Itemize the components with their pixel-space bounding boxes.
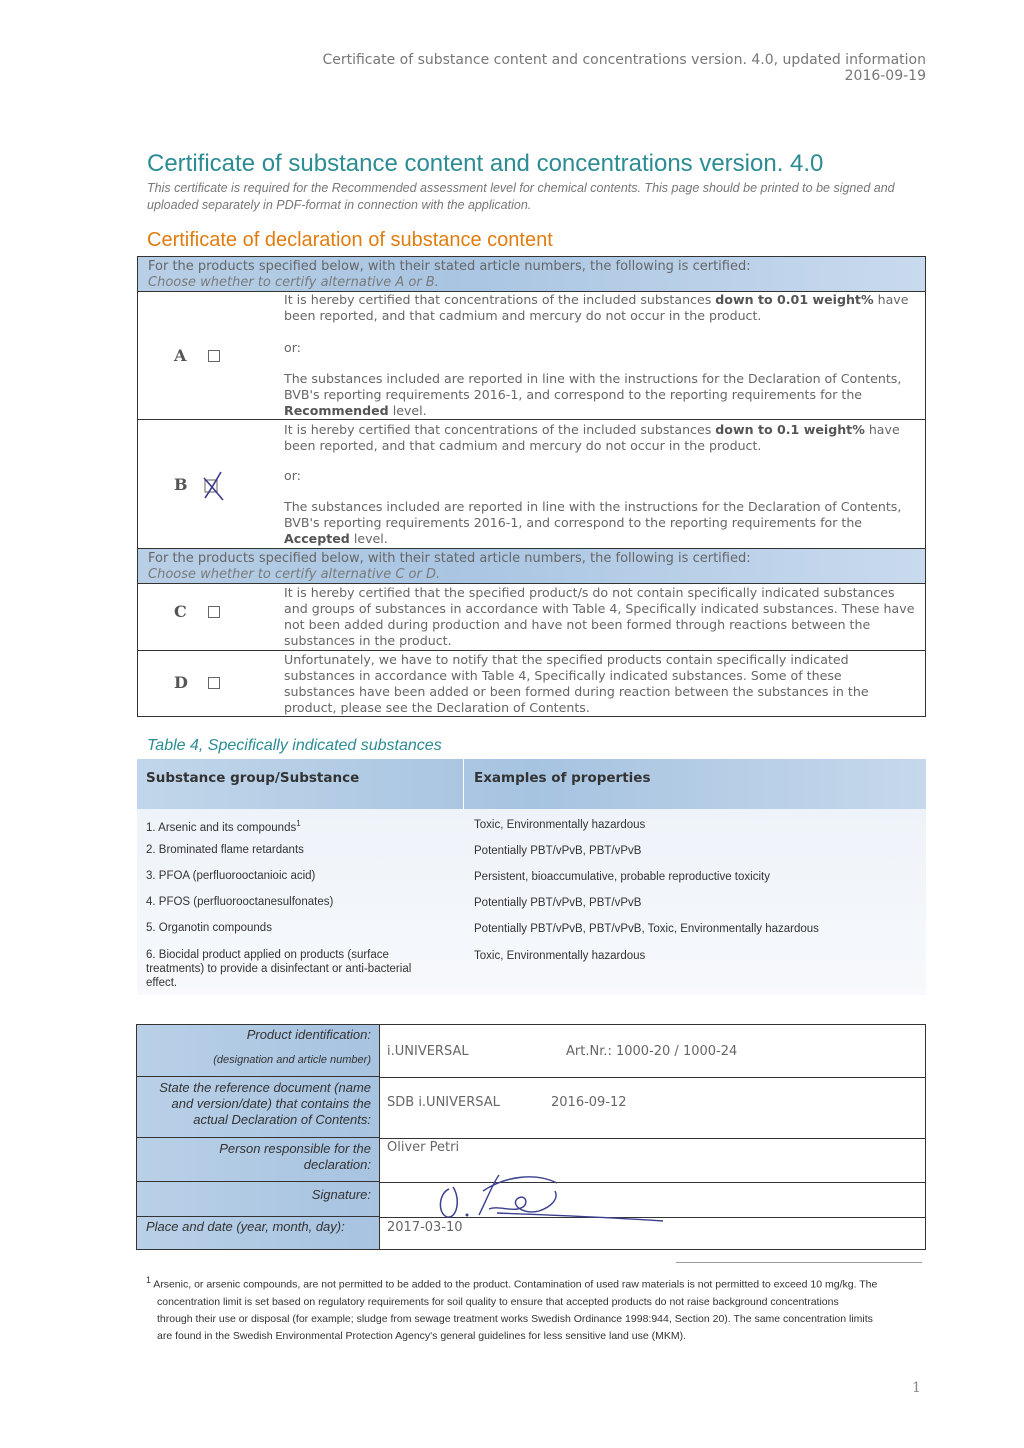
table4-header [137,759,926,809]
group2-band [138,549,925,584]
option-a-label: A [174,346,187,365]
product-id-sublabel: (designation and article number) [213,1054,371,1066]
person-value: Oliver Petri [387,1140,460,1155]
group2-choose: Choose whether to certify alternative C or D. [148,567,441,582]
table-row: 2. Brominated flame retardants [146,844,304,856]
reference-date-value: 2016-09-12 [551,1095,627,1110]
table4-body [137,809,926,995]
page-number: 1 [912,1380,921,1396]
person-label: Person responsible for the declaration: [137,1138,379,1182]
option-b-or: or: [284,468,301,483]
table-row: 5. Organotin compounds [146,922,272,934]
table-row: 6. Biocidal product applied on products (surface treatments) to provide a disinfectant or anti-bacterial effect. [146,949,412,989]
footnote-marker: 1 [146,1275,151,1285]
option-b-text1: It is hereby certified that concentrations of the included substances down to 0.1 weight% have been reported, and that cadmium and mercury do not occur in the product. [284,422,900,453]
reference-value: SDB i.UNIVERSAL [387,1095,500,1110]
option-c-row [138,584,925,651]
intro-text: This certificate is required for the Recommended assessment level for chemical contents. This page should be printed to be signed and uploaded separately in PDF-format in connection with the application. [147,181,895,212]
table4-header-properties: Examples of properties [474,770,651,786]
option-d-text: Unfortunately, we have to notify that the specified products contain specifically indicated substances in accordance with Table 4, Specifically indicated substances. Some of these substances have been added or been formed during reaction between the substances in the product, please see the Declaration of Contents. [284,652,869,715]
group1-band [138,257,925,292]
reference-label: State the reference document (name and version/date) that contains the actual Declaration of Contents: [137,1077,379,1138]
page-title: Certificate of substance content and concentrations version. 4.0 [147,150,824,177]
option-c-text: It is hereby certified that the specified product/s do not contain specifically indicated substances and groups of substances in accordance with Table 4, Specifically indicated substances. These have not been added during production and have not been formed through reactions between the substances in the product. [284,585,915,648]
table4-title: Table 4, Specifically indicated substances [147,737,442,754]
table-cell-properties: Persistent, bioaccumulative, probable reproductive toxicity [474,871,770,883]
option-d-label: D [174,673,188,692]
signature-label: Signature: [137,1182,379,1217]
handwritten-signature [427,1169,667,1235]
product-info-box [136,1024,926,1250]
table-row: 4. PFOS (perfluorooctanesulfonates) [146,896,334,908]
group1-choose: Choose whether to certify alternative A or B. [148,275,439,290]
option-b-text2: The substances included are reported in line with the instructions for the Declaration of Contents, BVB's reporting requirements 2016-1, and correspond to the reporting requirements for the Accepted level. [284,499,902,546]
table-cell-properties: Potentially PBT/vPvB, PBT/vPvB, Toxic, Environmentally hazardous [474,923,819,935]
group2-intro: For the products specified below, with their stated article numbers, the following is certified: [148,551,751,566]
option-d-checkbox[interactable] [208,677,220,689]
product-id-label-cell [137,1025,379,1077]
option-b-checkbox-checked[interactable] [201,468,229,502]
table-row: 1. Arsenic and its compounds$^1$ [146,819,301,834]
option-b-row [138,420,925,549]
declaration-title: Certificate of declaration of substance content [147,229,553,251]
option-c-checkbox[interactable] [208,606,220,618]
option-b-label: B [174,475,188,494]
declaration-box [137,256,926,717]
table-cell-properties: Toxic, Environmentally hazardous [474,819,646,831]
place-date-label: Place and date (year, month, day): [137,1217,379,1249]
option-a-or: or: [284,340,301,355]
group1-intro: For the products specified below, with their stated article numbers, the following is certified: [148,259,751,274]
article-number-value: Art.Nr.: 1000-20 / 1000-24 [566,1044,738,1059]
product-id-value: i.UNIVERSAL [387,1044,469,1059]
option-a-text2: The substances included are reported in line with the instructions for the Declaration of Contents, BVB's reporting requirements 2016-1, and correspond to the reporting requirements for the Recommended level. [284,371,902,418]
footnote-rule [676,1262,922,1263]
table-cell-properties: Potentially PBT/vPvB, PBT/vPvB [474,897,642,909]
table-row: 3. PFOA (perfluorooctanioic acid) [146,870,316,882]
option-a-row [138,292,925,420]
table-cell-properties: Potentially PBT/vPvB, PBT/vPvB [474,845,642,857]
option-c-label: C [174,602,187,621]
running-header: Certificate of substance content and concentrations version. 4.0, updated information 2016-09-19 [322,52,926,84]
product-id-label: Product identification: [246,1027,371,1042]
footnote: $^1$ Arsenic, or arsenic compounds, are not permitted to be added to the product. Contamination of used raw materials is not permitted to exceed 10 mg/kg. The concentration limit is set based on regulatory requirements for soil quality to ensure that accepted products do not raise background concentrations through their use or disposal (for example; sludge from sewage treatment works Swedish Ordinance 1998:944, Section 20). The same concentration limits are found in the Swedish Environmental Protection Agency's general guidelines for less sensitive land use (MKM). [146,1275,878,1342]
table4-header-substance: Substance group/Substance [146,770,360,786]
option-d-row [138,651,925,716]
table-cell-properties: Toxic, Environmentally hazardous [474,950,646,962]
place-date-value: 2017-03-10 [387,1220,463,1235]
option-a-text1: It is hereby certified that concentrations of the included substances down to 0.01 weight% have been reported, and that cadmium and mercury do not occur in the product. [284,292,909,323]
option-a-checkbox[interactable] [208,350,220,362]
